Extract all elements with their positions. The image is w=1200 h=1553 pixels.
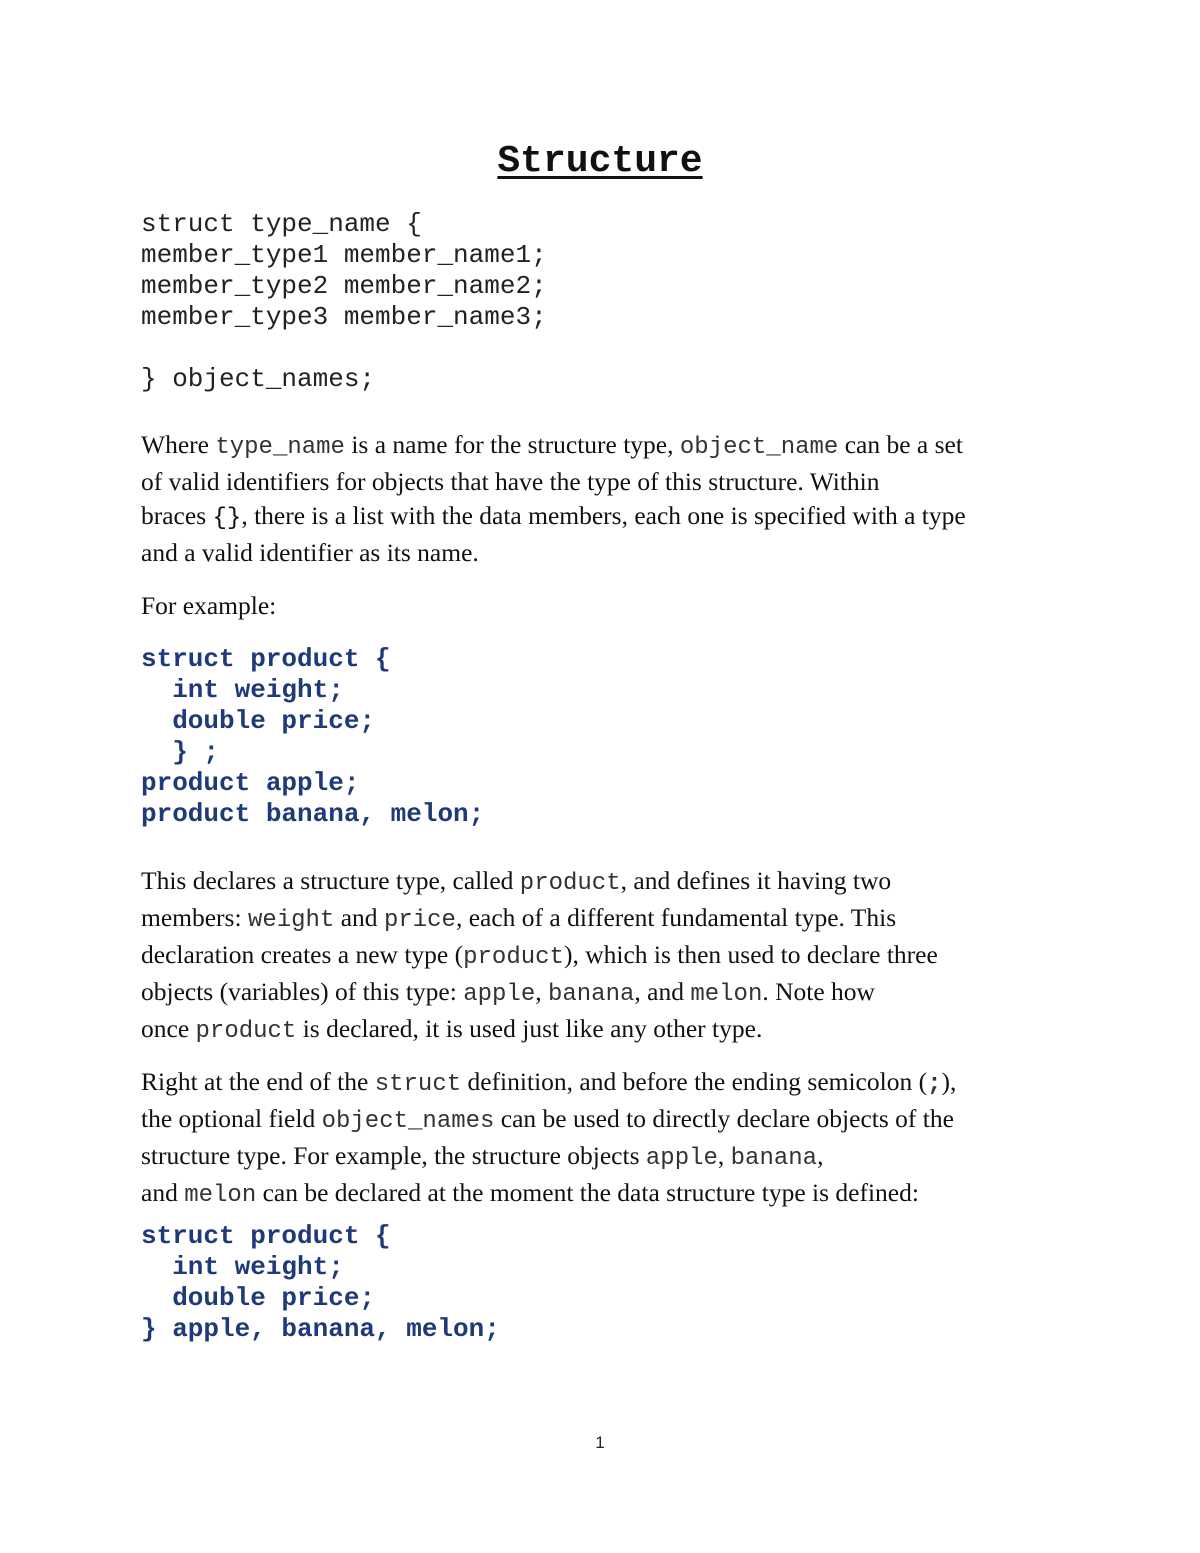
inline-code: product — [519, 870, 621, 897]
inline-code: struct — [374, 1071, 462, 1098]
text: can be used to directly declare objects of the — [494, 1104, 954, 1133]
for-example-label: For example: — [141, 591, 277, 620]
text: can be a set — [838, 430, 963, 459]
inline-code: price — [383, 907, 456, 934]
paragraph-line — [141, 1012, 1061, 1049]
paragraph-object-names-explanation — [141, 1065, 1061, 1213]
inline-code: weight — [247, 907, 335, 934]
text: , — [535, 977, 548, 1006]
code-line: struct product { — [141, 1221, 391, 1251]
text: . Note how — [762, 977, 875, 1006]
code-line: } apple, banana, melon; — [141, 1314, 500, 1344]
code-line: struct type_name { — [141, 209, 422, 239]
example-code-block-1 — [141, 644, 484, 830]
code-line: member_type3 member_name3; — [141, 302, 547, 332]
text: braces — [141, 501, 213, 530]
code-line: int weight; — [141, 675, 344, 705]
code-line: } object_names; — [141, 364, 376, 394]
code-line: double price; — [141, 1283, 376, 1313]
inline-code: object_names — [321, 1108, 495, 1135]
inline-code: ; — [927, 1071, 942, 1098]
code-line: member_type2 member_name2; — [141, 271, 547, 301]
inline-code: banana — [547, 981, 635, 1008]
paragraph-line: and a valid identifier as its name. — [141, 538, 479, 567]
text: , — [717, 1141, 731, 1170]
inline-code: {} — [212, 505, 242, 532]
inline-code: apple — [463, 981, 536, 1008]
code-line: } ; — [141, 737, 220, 767]
code-line: product banana, melon; — [141, 799, 485, 829]
syntax-code-block — [141, 209, 547, 395]
text: definition, and before the ending semicolon ( — [461, 1067, 928, 1096]
text: objects (variables) of this type: — [141, 977, 464, 1006]
text: , — [817, 1141, 824, 1170]
inline-code: product — [195, 1018, 297, 1045]
paragraph-line — [141, 901, 1061, 938]
paragraph-line: of valid identifiers for objects that have the type of this structure. Within — [141, 467, 880, 496]
paragraph-line — [141, 1176, 1061, 1213]
text: Right at the end of the — [141, 1067, 375, 1096]
text: is a name for the structure type, — [344, 430, 680, 459]
code-line — [141, 333, 547, 364]
inline-code: melon — [690, 981, 763, 1008]
paragraph-product-explanation — [141, 864, 1061, 1049]
paragraph-syntax-explanation — [141, 428, 1061, 570]
code-line: int weight; — [141, 1252, 344, 1282]
inline-code: apple — [645, 1145, 718, 1172]
text: and — [141, 1178, 185, 1207]
paragraph-line — [141, 938, 1061, 975]
text: structure type. For example, the structure objects — [141, 1141, 646, 1170]
text: , there is a list with the data members, each one is specified with a type — [241, 501, 966, 530]
text: the optional field — [141, 1104, 322, 1133]
page-title — [0, 140, 1200, 184]
code-line: double price; — [141, 706, 376, 736]
inline-code: melon — [184, 1182, 257, 1209]
text: once — [141, 1014, 196, 1043]
paragraph-line — [141, 428, 1061, 465]
example-code-block-2 — [141, 1221, 500, 1345]
text: , and — [634, 977, 691, 1006]
inline-code: object_name — [679, 434, 839, 461]
page-number: 1 — [595, 1433, 605, 1452]
text: , each of a different fundamental type. This — [455, 903, 897, 932]
text: declaration creates a new type ( — [141, 940, 464, 969]
paragraph-line — [141, 499, 1061, 536]
paragraph-line — [141, 1139, 1061, 1176]
text: is declared, it is used just like any other type. — [296, 1014, 763, 1043]
text: , and defines it having two — [620, 866, 892, 895]
code-line: struct product { — [141, 644, 391, 674]
text: ), which is then used to declare three — [563, 940, 938, 969]
paragraph-line — [141, 975, 1061, 1012]
code-line: member_type1 member_name1; — [141, 240, 547, 270]
text: members: — [141, 903, 248, 932]
code-line: product apple; — [141, 768, 360, 798]
paragraph-line — [141, 1102, 1061, 1139]
text: and — [334, 903, 384, 932]
text: This declares a structure type, called — [141, 866, 520, 895]
page-title-text: Structure — [497, 140, 703, 183]
text: can be declared at the moment the data structure type is defined: — [256, 1178, 919, 1207]
paragraph-line — [141, 864, 1061, 901]
text: ), — [941, 1067, 957, 1096]
inline-code: type_name — [215, 434, 345, 461]
inline-code: banana — [730, 1145, 818, 1172]
paragraph-line — [141, 1065, 1061, 1102]
inline-code: product — [463, 944, 564, 971]
text: Where — [141, 430, 216, 459]
